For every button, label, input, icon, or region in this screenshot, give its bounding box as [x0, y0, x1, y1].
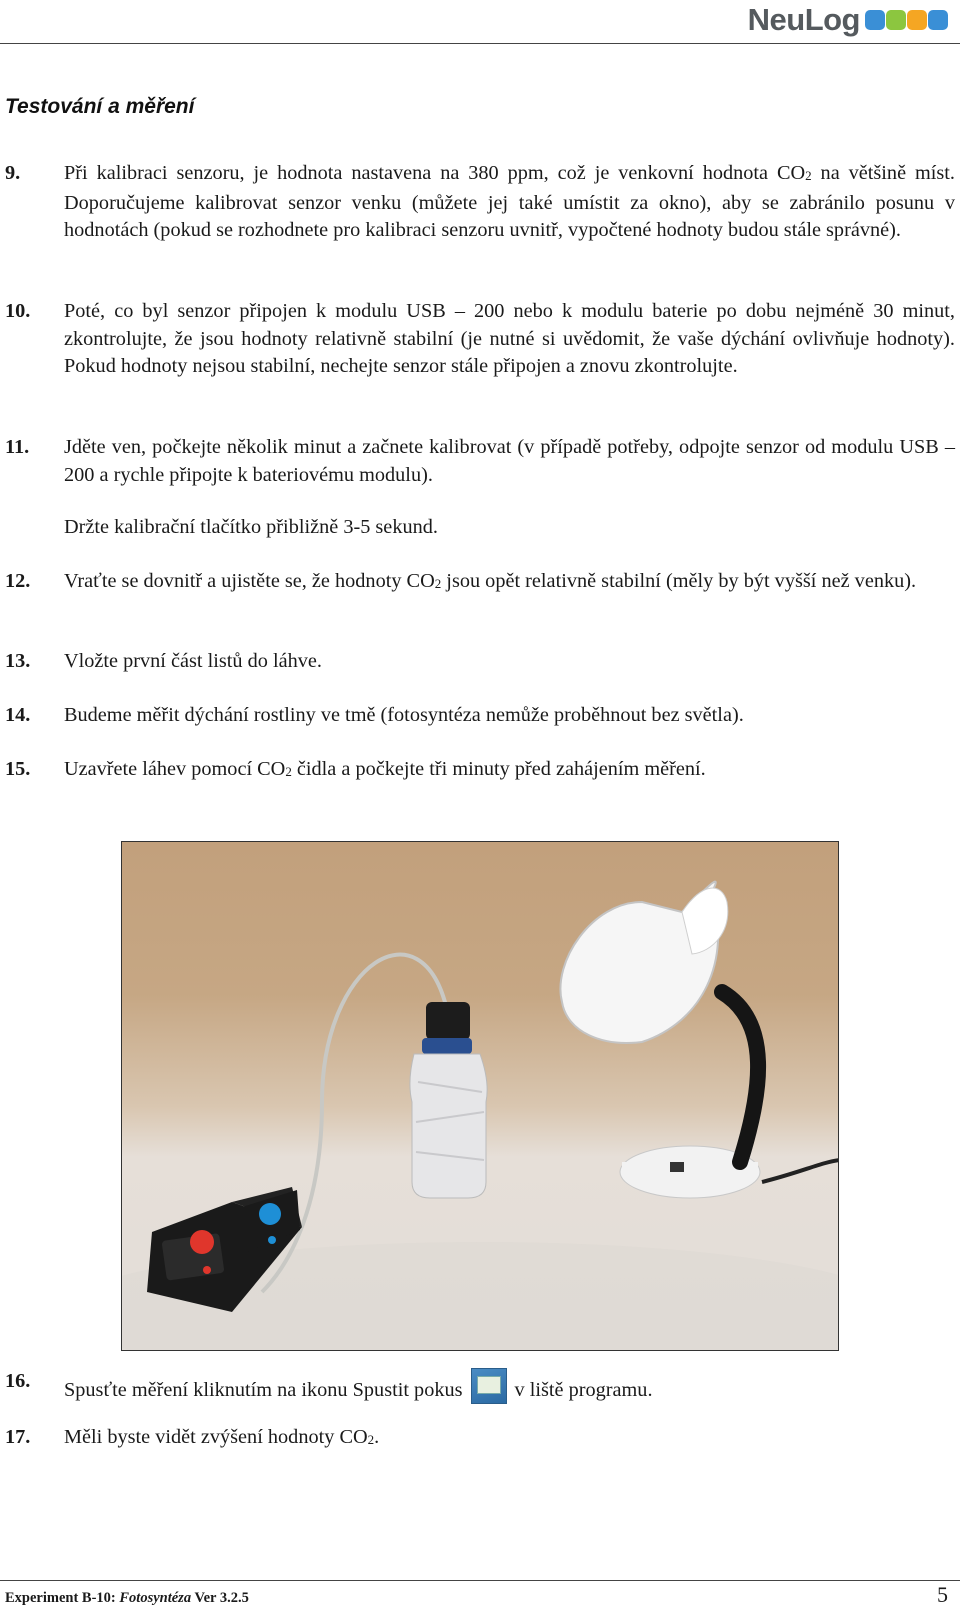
step-text: Měli byste vidět zvýšení hodnoty $CO_2$.: [64, 1426, 380, 1448]
footer-divider: [0, 1580, 960, 1581]
step-text: Vraťte se dovnitř a ujistěte se, že hodnoty $CO_2$ jsou opět relativně stabilní (měly by být vyšší než venku).: [64, 570, 917, 592]
step-number: 12.: [5, 570, 31, 592]
step-text: Poté, co byl senzor připojen k modulu USB – 200 nebo k modulu baterie po dobu nejméně 30 minut, zkontrolujte, že jsou hodnoty relativně stabilní (je nutné si uvědomit, že vaše dýchání ovlivňuje hodnoty). Pokud hodnoty nejsou stabilní, nechejte senzor stále připojen a znovu zkontrolujte.: [64, 300, 955, 377]
setup-illustration: [122, 842, 839, 1351]
section-title: Testování a měření: [5, 95, 195, 118]
step-number: 14.: [5, 704, 31, 726]
step-number: 9.: [5, 162, 21, 184]
logo-text: NeuLog: [747, 2, 860, 37]
step-number: 10.: [5, 300, 31, 322]
step-text: Spusťte měření kliknutím na ikonu Spustit pokus v liště programu.: [64, 1368, 955, 1405]
header-divider: [0, 43, 960, 44]
step-number: 15.: [5, 758, 31, 780]
logo-mark-icon: [864, 10, 948, 30]
run-experiment-icon: [471, 1368, 507, 1404]
step-text: Budeme měřit dýchání rostliny ve tmě (fotosyntéza nemůže proběhnout bez světla).: [64, 704, 744, 726]
experiment-setup-photo: [121, 841, 839, 1351]
step-number: 16.: [5, 1370, 31, 1392]
step-number: 17.: [5, 1426, 31, 1448]
neulog-logo: [748, 2, 948, 38]
step-number: 11.: [5, 436, 30, 458]
page-header: [0, 0, 960, 44]
footer-experiment-label: Experiment B-10: Fotosyntéza Ver 3.2.5: [5, 1590, 249, 1606]
step-text: Vložte první část listů do láhve.: [64, 650, 322, 672]
step-text: Uzavřete láhev pomocí $CO_2$ čidla a počkejte tři minuty před zahájením měření.: [64, 758, 706, 780]
page-number: 5: [937, 1582, 948, 1607]
bottle: [410, 1002, 487, 1198]
step-text-second: Držte kalibrační tlačítko přibližně 3-5 sekund.: [64, 516, 438, 538]
desk-lamp: [560, 882, 760, 1198]
step-number: 13.: [5, 650, 31, 672]
step-text: Jděte ven, počkejte několik minut a začnete kalibrovat (v případě potřeby, odpojte senzor od modulu USB – 200 a rychle připojte k bateriovému modulu).: [64, 436, 955, 486]
step-text: Při kalibraci senzoru, je hodnota nastavena na 380 ppm, což je venkovní hodnota $CO_2$ na většině míst. Doporučujeme kalibrovat senzor venku (můžete jej také umístit za okno), aby se zabránilo posunu v hodnotách (pokud se rozhodnete pro kalibraci senzoru uvnitř, vypočtené hodnoty budou stále správné).: [64, 162, 956, 241]
